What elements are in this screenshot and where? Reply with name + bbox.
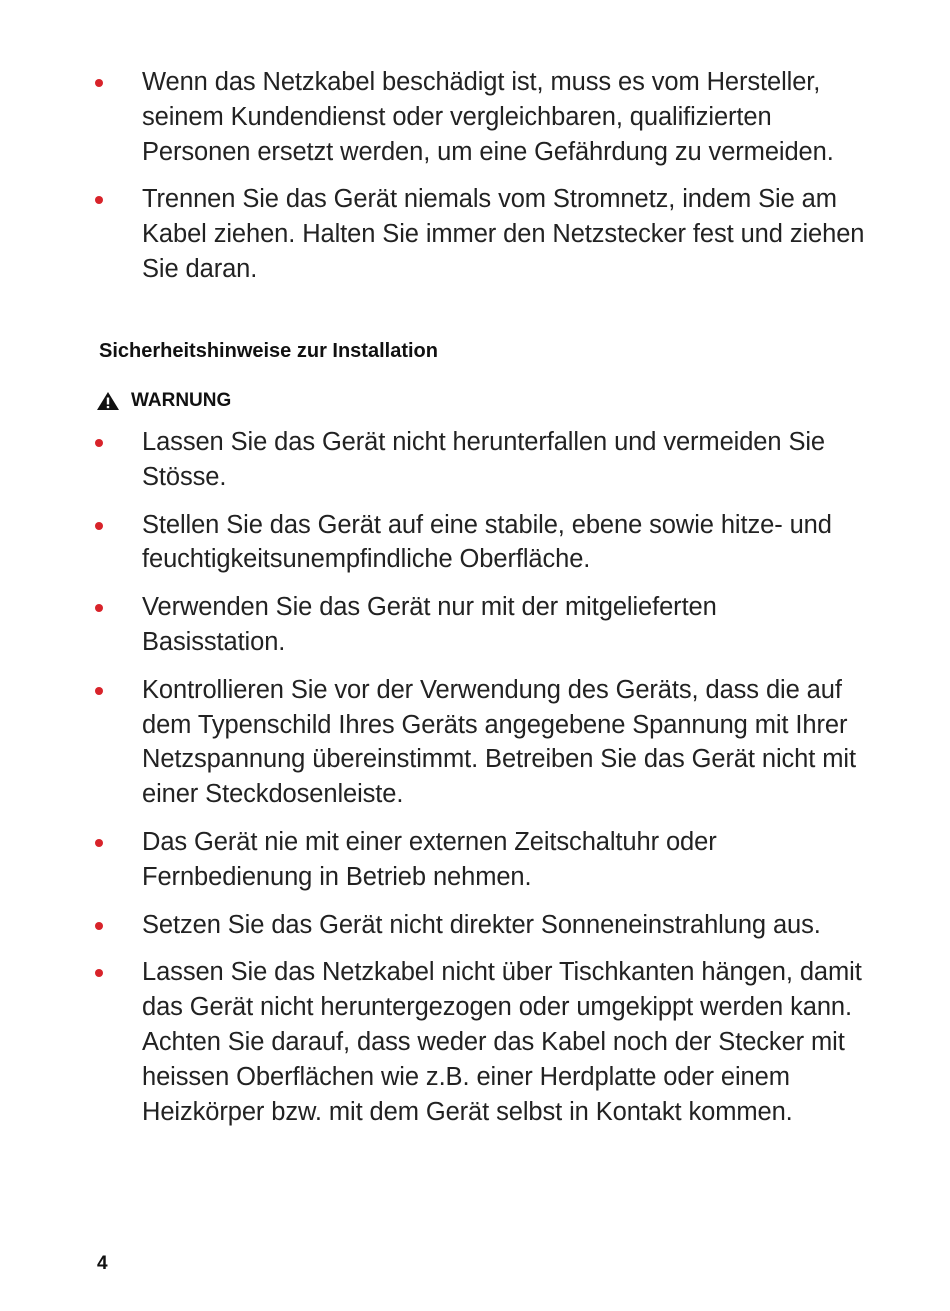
list-item	[95, 425, 865, 495]
list-item	[95, 508, 865, 578]
warning-triangle-icon	[96, 391, 120, 411]
list-item-text: Lassen Sie das Netzkabel nicht über Tischkanten hängen, damit das Gerät nicht heruntergezogen oder umgekippt werden kann. Achten Sie darauf, dass weder das Kabel noch der Stecker mit heissen Oberflächen wie z.B. einer Herdplatte oder einem Heizkörper bzw. mit dem Gerät selbst in Kontakt kommen.	[142, 958, 862, 1126]
bullet-dot-icon	[95, 79, 103, 87]
list-item	[95, 825, 865, 895]
list-item-text: Lassen Sie das Gerät nicht herunterfallen und vermeiden Sie Stösse.	[142, 428, 826, 491]
list-item	[95, 673, 865, 812]
bullet-dot-icon	[95, 839, 103, 847]
warning-label: WARNUNG	[131, 390, 232, 411]
list-item-text: Das Gerät nie mit einer externen Zeitschaltuhr oder Fernbedienung in Betrieb nehmen.	[142, 827, 717, 891]
bullet-dot-icon	[95, 969, 103, 977]
list-item-text: Wenn das Netzkabel beschädigt ist, muss es vom Hersteller, seinem Kundendienst oder vergleichbaren, qualifizierten Personen ersetzt werden, um eine Gefährdung zu vermeiden.	[142, 68, 834, 166]
bullet-dot-icon	[95, 522, 103, 530]
list-item-text: Stellen Sie das Gerät auf eine stabile, ebene sowie hitze- und feuchtigkeitsunempfindliche Oberfläche.	[142, 510, 832, 574]
section-heading: Sicherheitshinweise zur Installation	[99, 340, 438, 362]
list-item	[95, 65, 865, 169]
warning-header	[96, 390, 231, 412]
list-item	[95, 955, 865, 1129]
power-cord-safety-list	[95, 65, 865, 300]
list-item-text: Verwenden Sie das Gerät nur mit der mitgelieferten Basisstation.	[142, 593, 717, 656]
list-item	[95, 590, 865, 660]
list-item-text: Kontrollieren Sie vor der Verwendung des Geräts, dass die auf dem Typenschild Ihres Geräts angegebene Spannung mit Ihrer Netzspannung übereinstimmt. Betreiben Sie das Gerät nicht mit einer Steckdosenleiste.	[142, 675, 856, 809]
list-item	[95, 908, 865, 943]
bullet-dot-icon	[95, 604, 103, 612]
page-number: 4	[97, 1253, 108, 1274]
bullet-dot-icon	[95, 196, 103, 204]
list-item	[95, 182, 865, 286]
list-item-text: Trennen Sie das Gerät niemals vom Stromnetz, indem Sie am Kabel ziehen. Halten Sie immer den Netzstecker fest und ziehen Sie daran.	[142, 185, 865, 283]
list-item-text: Setzen Sie das Gerät nicht direkter Sonneneinstrahlung aus.	[142, 910, 821, 939]
bullet-dot-icon	[95, 439, 103, 447]
bullet-dot-icon	[95, 687, 103, 695]
bullet-dot-icon	[95, 922, 103, 930]
installation-safety-list	[95, 425, 865, 1142]
